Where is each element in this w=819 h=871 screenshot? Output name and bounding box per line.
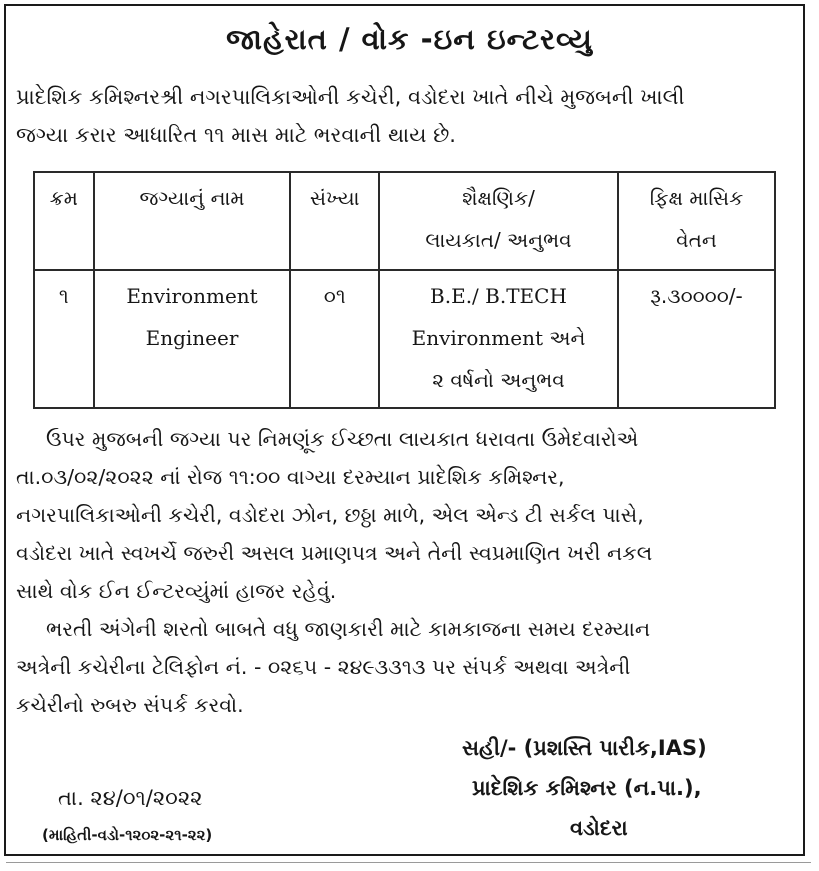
signature-designation: પ્રાદેશિક કમિશ્નર (ન.પા.), — [472, 776, 702, 800]
signature-city: વડોદરા — [570, 816, 628, 840]
page-title: જાહેરાત / વોક -ઇન ઇન્ટરવ્યુ — [226, 22, 593, 56]
header-salary — [618, 172, 775, 270]
qualification-line: ૨ વર્ષનો અનુભવ — [432, 368, 565, 392]
details-line: સાથે વોક ઈન ઈન્ટરવ્યુંમાં હાજર રહેવું. — [16, 579, 337, 603]
cell-salary: રૂ.૩૦૦૦૦/- — [618, 270, 775, 408]
post-name-line: Engineer — [145, 326, 239, 350]
details-line: વડોદરા ખાતે સ્વખર્ચે જરુરી અસલ પ્રમાણપત્ર અને તેની સ્વપ્રમાણિત ખરી નકલ — [16, 541, 653, 565]
table-row — [34, 270, 775, 408]
header-qualification — [379, 172, 618, 270]
header-qualification-line: શૈક્ષણિક/ — [462, 186, 535, 210]
contact-line: અત્રેની કચેરીના ટેલિફોન નં. - ૦૨૬૫ - ૨૪૯૩૩૧૩ પર સંપર્ક અથવા અત્રેની — [16, 655, 631, 679]
intro-line: જગ્યા કરાર આધારિત ૧૧ માસ માટે ભરવાની થાય છે. — [16, 123, 456, 147]
reference-number: (માહિતી-વડો-૧૨૦૨-૨૧-૨૨) — [42, 826, 213, 844]
vacancy-table — [33, 171, 776, 409]
issue-date: તા. ૨૪/૦૧/૨૦૨૨ — [58, 786, 203, 810]
qualification-line: Environment અને — [411, 326, 586, 350]
signature-name: સહી/- (પ્રશસ્તિ પારીક,IAS) — [462, 736, 707, 760]
header-salary-line: વેતન — [676, 228, 717, 252]
details-paragraph — [16, 420, 798, 724]
contact-line: ભરતી અંગેની શરતો બાબતે વધુ જાણકારી માટે કામકાજના સમય દરમ્યાન — [46, 617, 651, 641]
details-line: નગરપાલિકાઓની કચેરી, વડોદરા ઝોન, છઠ્ઠા માળે, એલ એન્ડ ટી સર્કલ પાસે, — [16, 503, 644, 527]
contact-line: કચેરીનો રુબરુ સંપર્ક કરવો. — [16, 693, 244, 717]
cell-post-name — [94, 270, 291, 408]
header-post-name: જગ્યાનું નામ — [94, 172, 291, 270]
bottom-divider — [6, 862, 811, 863]
signature-block — [462, 728, 792, 848]
cell-qualification — [379, 270, 618, 408]
qualification-line: B.E./ B.TECH — [430, 284, 567, 308]
header-qualification-line: લાયકાત/ અનુભવ — [425, 228, 572, 252]
intro-line: પ્રાદેશિક કમિશ્નરશ્રી નગરપાલિકાઓની કચેરી, વડોદરા ખાતે નીચે મુજબની ખાલી — [16, 85, 685, 109]
intro-paragraph — [16, 78, 796, 154]
cell-serial: ૧ — [34, 270, 94, 408]
header-salary-line: ફિક્ષ માસિક — [649, 186, 744, 210]
table-header-row — [34, 172, 775, 270]
post-name-line: Environment — [126, 284, 258, 308]
details-line: તા.૦૩/૦૨/૨૦૨૨ નાં રોજ ૧૧:૦૦ વાગ્યા દરમ્યાન પ્રાદેશિક કમિશ્નર, — [16, 465, 565, 489]
header-serial: ક્રમ — [34, 172, 94, 270]
header-count: સંખ્યા — [290, 172, 379, 270]
cell-count: ૦૧ — [290, 270, 379, 408]
details-line: ઉપર મુજબની જગ્યા પર નિમણૂંક ઈચ્છતા લાયકાત ધરાવતા ઉમેદવારોએ — [46, 427, 639, 451]
